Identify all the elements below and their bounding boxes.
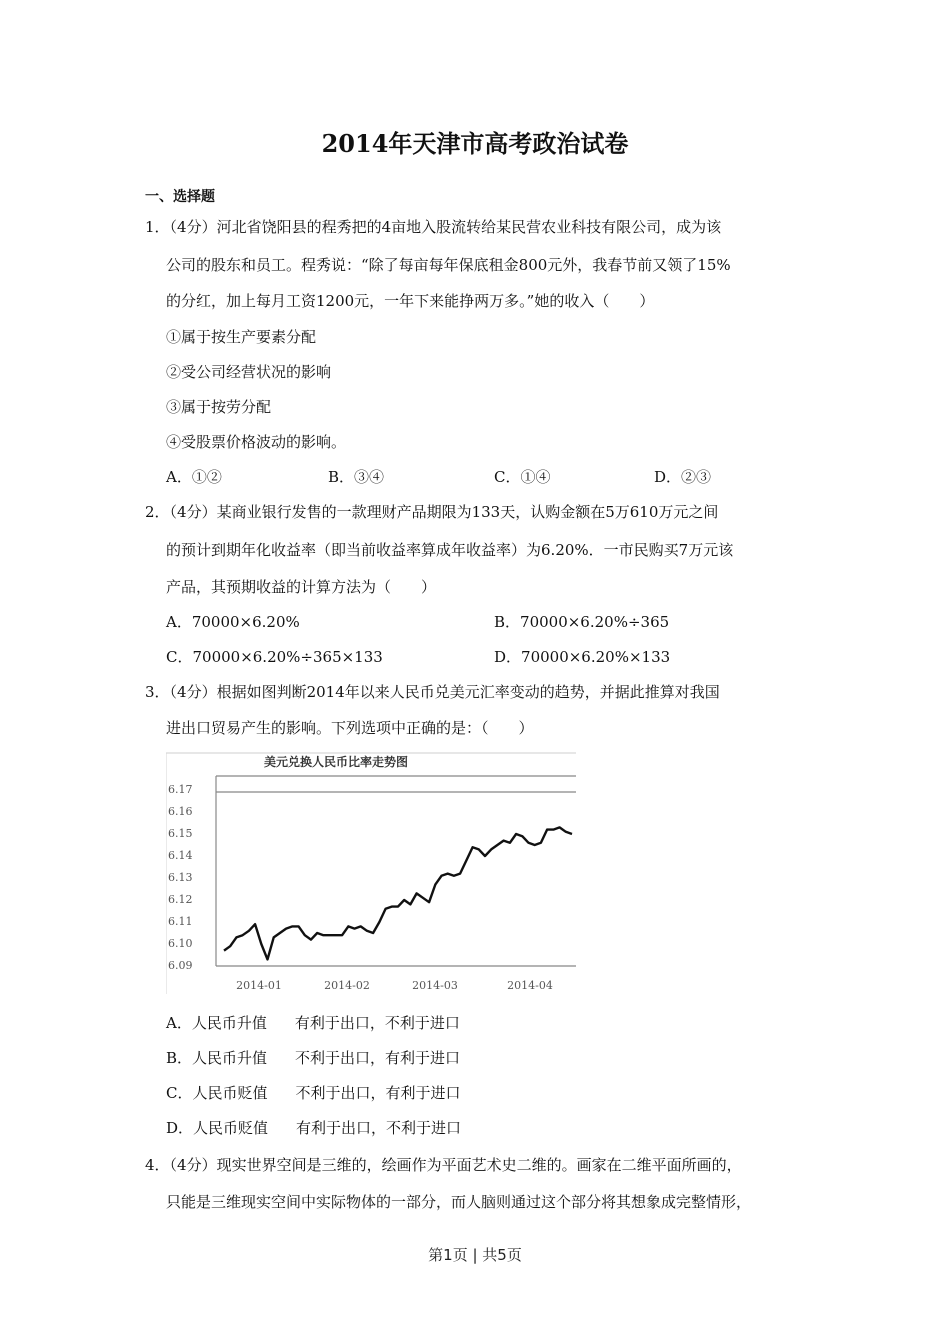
question-text: （4分）根据如图判断2014年以来人民币兑美元汇率变动的趋势，并据此推算对我国: [169, 683, 720, 701]
svg-text:6.17: 6.17: [168, 783, 193, 796]
page-title: 2014年天津市高考政治试卷: [321, 129, 629, 158]
option-a[interactable]: [166, 1013, 460, 1033]
option-d[interactable]: D．②③: [654, 468, 712, 486]
option-c[interactable]: [166, 1083, 461, 1103]
chart-title: 美元兑换人民币比率走势图: [263, 755, 409, 769]
option-a[interactable]: A．70000×6.20%: [166, 613, 300, 631]
svg-text:6.11: 6.11: [168, 915, 193, 928]
option-d[interactable]: [166, 1118, 461, 1138]
option-c[interactable]: C．①④: [494, 468, 551, 486]
question-number: 1．: [145, 218, 170, 236]
question-number: 2．: [145, 503, 170, 521]
statement-1: ①属于按生产要素分配: [166, 328, 317, 346]
question-1-line-3: 的分红，加上每月工资1200元，一年下来能挣两万多。”她的收入（ ）: [166, 292, 655, 310]
svg-text:6.09: 6.09: [168, 959, 193, 972]
option-label: A．人民币升值: [166, 1014, 267, 1032]
svg-text:2014-04: 2014-04: [507, 979, 553, 992]
svg-text:6.14: 6.14: [168, 849, 193, 862]
question-text: （4分）河北省饶阳县的程秀把的4亩地入股流转给某民营农业科技有限公司，成为该: [169, 218, 722, 236]
option-effect: 不利于出口，有利于进口: [295, 1084, 461, 1102]
question-2-line-2: 的预计到期年化收益率（即当前收益率算成年收益率）为6.20%．一市民购买7万元该: [166, 541, 734, 559]
question-3-line-1: [145, 682, 720, 702]
question-1-line-1: [145, 217, 721, 237]
section-heading: 一、选择题: [145, 189, 215, 205]
statement-4: ④受股票价格波动的影响。: [166, 433, 347, 451]
svg-text:2014-02: 2014-02: [324, 979, 370, 992]
option-b[interactable]: B．70000×6.20%÷365: [494, 613, 670, 631]
question-number: 4．: [145, 1156, 170, 1174]
svg-text:6.10: 6.10: [168, 937, 193, 950]
svg-text:6.16: 6.16: [168, 805, 193, 818]
option-label: B．人民币升值: [166, 1049, 268, 1067]
question-4-line-1: [145, 1155, 742, 1175]
option-a[interactable]: A．①②: [166, 468, 222, 486]
exchange-rate-chart: [166, 752, 576, 994]
question-number: 3．: [145, 683, 170, 701]
option-b[interactable]: [166, 1048, 460, 1068]
option-label: C．人民币贬值: [166, 1084, 268, 1102]
question-4-line-2: 只能是三维现实空间中实际物体的一部分，而人脑则通过这个部分将其想象成完整情形，: [166, 1193, 752, 1211]
option-b[interactable]: B．③④: [328, 468, 385, 486]
svg-text:6.15: 6.15: [168, 827, 193, 840]
question-3-line-2: 进出口贸易产生的影响。下列选项中正确的是：（ ）: [166, 719, 534, 737]
svg-text:2014-03: 2014-03: [412, 979, 458, 992]
svg-text:6.13: 6.13: [168, 871, 193, 884]
question-text: （4分）现实世界空间是三维的，绘画作为平面艺术史二维的。画家在二维平面所画的，: [169, 1156, 742, 1174]
svg-text:2014-01: 2014-01: [236, 979, 282, 992]
option-effect: 有利于出口，不利于进口: [294, 1014, 460, 1032]
question-2-line-1: [145, 502, 718, 522]
option-d[interactable]: D．70000×6.20%×133: [494, 648, 671, 666]
statement-2: ②受公司经营状况的影响: [166, 363, 332, 381]
option-c[interactable]: C．70000×6.20%÷365×133: [166, 648, 383, 666]
option-effect: 不利于出口，有利于进口: [295, 1049, 461, 1067]
statement-3: ③属于按劳分配: [166, 398, 272, 416]
question-text: （4分）某商业银行发售的一款理财产品期限为133天，认购金额在5万610万元之间: [169, 503, 719, 521]
question-2-line-3: 产品，其预期收益的计算方法为（ ）: [166, 578, 437, 596]
option-label: D．人民币贬值: [166, 1119, 269, 1137]
y-axis-labels: [168, 783, 193, 972]
page-footer: 第1页 | 共5页: [428, 1246, 522, 1264]
option-effect: 有利于出口，不利于进口: [296, 1119, 462, 1137]
svg-text:6.12: 6.12: [168, 893, 193, 906]
question-1-line-2: 公司的股东和员工。程秀说：“除了每亩每年保底租金800元外，我春节前又领了15%: [166, 256, 731, 274]
